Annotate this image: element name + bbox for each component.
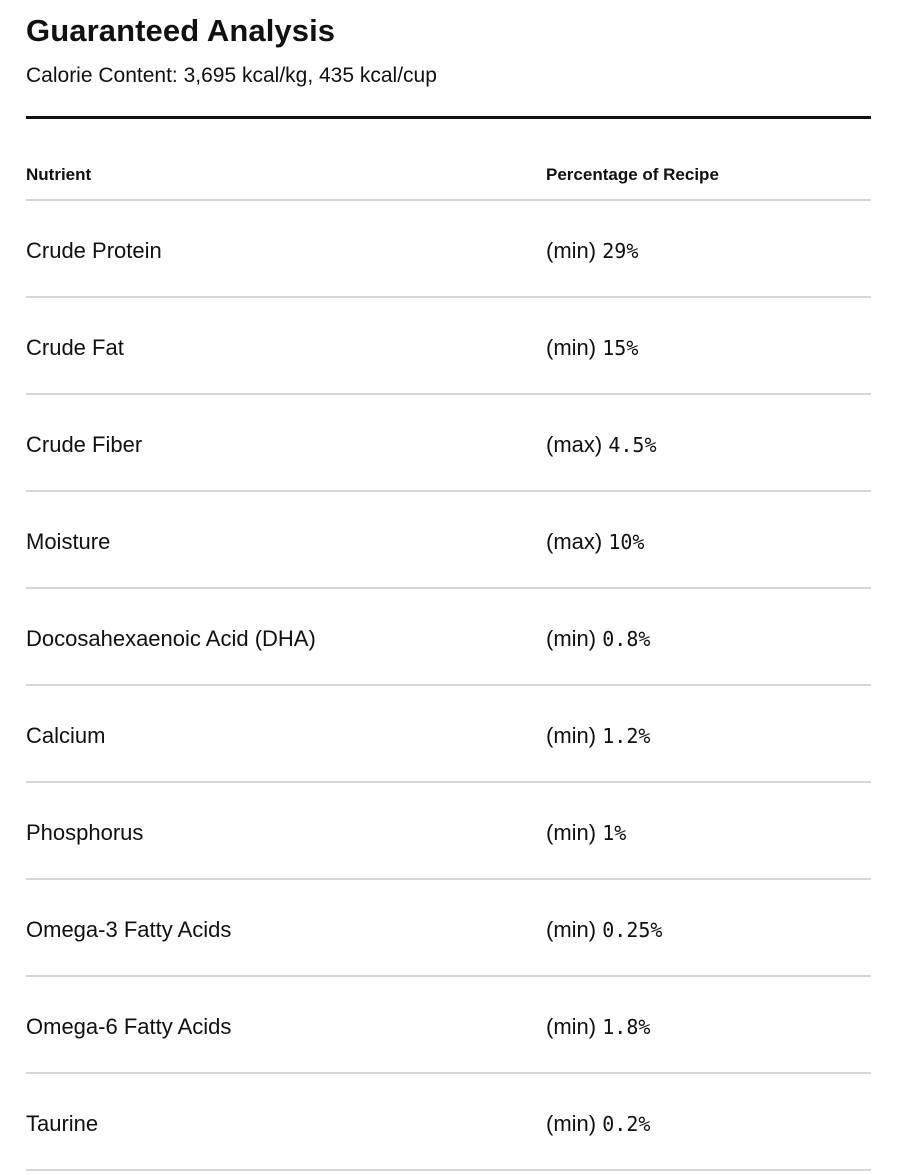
column-header-percentage: Percentage of Recipe (546, 165, 719, 184)
nutrient-value (546, 431, 657, 459)
table-row (26, 395, 871, 492)
nutrient-value (546, 722, 650, 750)
nutrient-value (546, 334, 638, 362)
nutrient-value (546, 1110, 650, 1138)
value-qualifier: (min) (546, 820, 597, 845)
value-qualifier: (max) (546, 432, 603, 457)
table-row (26, 298, 871, 395)
nutrient-value (546, 625, 650, 653)
value-amount: 1.2% (602, 724, 651, 748)
column-header-nutrient: Nutrient (26, 165, 92, 184)
table-row (26, 492, 871, 589)
nutrient-name: Omega-6 Fatty Acids (26, 1014, 232, 1039)
nutrient-table (26, 119, 871, 1171)
value-amount: 0.2% (602, 1112, 651, 1136)
value-qualifier: (min) (546, 1111, 597, 1136)
nutrient-value (546, 237, 638, 265)
nutrient-name: Calcium (26, 723, 106, 748)
nutrient-value (546, 916, 662, 944)
nutrient-name: Crude Fiber (26, 432, 143, 457)
value-amount: 0.25% (602, 918, 663, 942)
nutrient-name: Docosahexaenoic Acid (DHA) (26, 626, 316, 651)
table-row (26, 686, 871, 783)
value-amount: 29% (602, 239, 639, 263)
value-qualifier: (min) (546, 1014, 597, 1039)
value-amount: 1% (602, 821, 627, 845)
table-row (26, 1074, 871, 1171)
nutrient-name: Phosphorus (26, 820, 144, 845)
section-title: Guaranteed Analysis (26, 13, 336, 48)
value-amount: 10% (608, 530, 645, 554)
table-row (26, 589, 871, 686)
value-amount: 4.5% (608, 433, 657, 457)
nutrient-value (546, 1013, 650, 1041)
nutrient-value (546, 528, 644, 556)
table-row (26, 977, 871, 1074)
value-qualifier: (min) (546, 723, 597, 748)
value-amount: 1.8% (602, 1015, 651, 1039)
value-qualifier: (max) (546, 529, 603, 554)
nutrient-name: Taurine (26, 1111, 99, 1136)
nutrient-name: Crude Fat (26, 335, 124, 360)
guaranteed-analysis-section (26, 0, 871, 1136)
value-amount: 0.8% (602, 627, 651, 651)
table-row (26, 880, 871, 977)
calorie-content: Calorie Content: 3,695 kcal/kg, 435 kcal/cup (26, 64, 437, 87)
nutrient-name: Moisture (26, 529, 111, 554)
value-amount: 15% (602, 336, 639, 360)
table-row (26, 783, 871, 880)
nutrient-value (546, 819, 626, 847)
table-header-row (26, 119, 871, 201)
value-qualifier: (min) (546, 335, 597, 360)
table-row (26, 201, 871, 298)
nutrient-name: Omega-3 Fatty Acids (26, 917, 232, 942)
value-qualifier: (min) (546, 626, 597, 651)
value-qualifier: (min) (546, 238, 597, 263)
nutrient-name: Crude Protein (26, 238, 162, 263)
value-qualifier: (min) (546, 917, 597, 942)
